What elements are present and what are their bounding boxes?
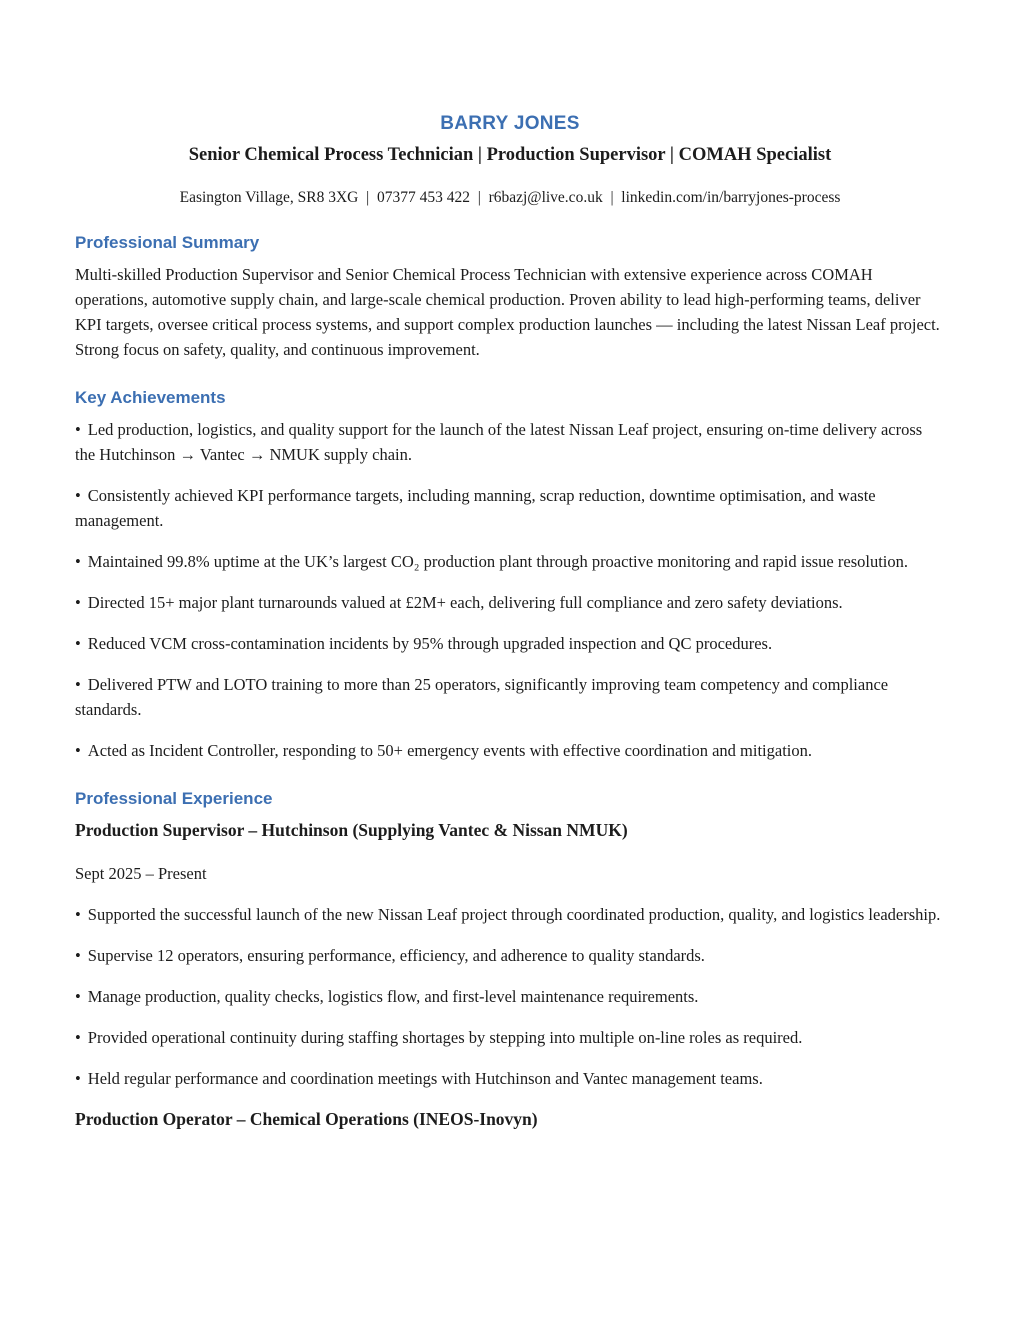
achievements-heading: Key Achievements [75, 388, 226, 407]
achievement-item [75, 483, 945, 533]
bullet-icon: • [75, 552, 81, 571]
job-title: Production Operator – Chemical Operations (INEOS-Inovyn) [75, 1109, 538, 1129]
job-dates: Sept 2025 – Present [75, 864, 207, 883]
job-bullet-item [75, 1025, 945, 1050]
achievement-text: Consistently achieved KPI performance targets, including manning, scrap reduction, downtime optimisation, and waste management. [75, 486, 876, 530]
bullet-icon: • [75, 987, 81, 1006]
bullet-icon: • [75, 1069, 81, 1088]
bullet-icon: • [75, 1028, 81, 1047]
job-title: Production Supervisor – Hutchinson (Supplying Vantec & Nissan NMUK) [75, 820, 628, 840]
bullet-icon: • [75, 675, 81, 694]
achievement-item [75, 549, 945, 574]
achievement-item [75, 631, 945, 656]
bullet-icon: • [75, 420, 81, 439]
summary-text: Multi-skilled Production Supervisor and Senior Chemical Process Technician with extensive experience across COMAH operations, automotive supply chain, and large-scale chemical production. Proven ability to lead high-performing teams, deliver KPI targets, oversee critical process systems, and support complex production launches — including the latest Nissan Leaf project. Strong focus on safety, quality, and continuous improvement. [75, 265, 940, 359]
achievement-item [75, 417, 945, 467]
experience-heading: Professional Experience [75, 789, 273, 808]
achievement-text: Delivered PTW and LOTO training to more than 25 operators, significantly improving team competency and compliance standards. [75, 675, 889, 719]
job-bullet-item [75, 902, 945, 927]
bullet-icon: • [75, 946, 81, 965]
bullet-icon: • [75, 486, 81, 505]
job-bullet-text: Supported the successful launch of the new Nissan Leaf project through coordinated production, quality, and logistics leadership. [87, 905, 941, 924]
achievements-section [75, 387, 945, 763]
candidate-name: BARRY JONES [440, 113, 580, 134]
job-bullet-text: Held regular performance and coordination meetings with Hutchinson and Vantec management teams. [87, 1069, 763, 1088]
bullet-icon: • [75, 634, 81, 653]
job-bullet-item [75, 984, 945, 1009]
summary-section [75, 232, 945, 362]
achievement-text: Acted as Incident Controller, responding to 50+ emergency events with effective coordination and mitigation. [87, 741, 812, 760]
resume-header [75, 113, 945, 207]
bullet-icon: • [75, 905, 81, 924]
achievement-text: Led production, logistics, and quality support for the launch of the latest Nissan Leaf project, ensuring on-time delivery across the Hutchinson → Vantec → NMUK supply chain. [75, 420, 923, 464]
achievement-text: Reduced VCM cross-contamination incidents by 95% through upgraded inspection and QC procedures. [87, 634, 773, 653]
job-bullet-item [75, 943, 945, 968]
contact-line: Easington Village, SR8 3XG | 07377 453 422 | r6bazj@live.co.uk | linkedin.com/in/barryjones-process [179, 189, 841, 206]
summary-heading: Professional Summary [75, 233, 260, 252]
achievement-text: Maintained 99.8% uptime at the UK’s largest CO₂ production plant through proactive monitoring and rapid issue resolution. [87, 552, 908, 571]
candidate-title: Senior Chemical Process Technician | Production Supervisor | COMAH Specialist [188, 145, 832, 165]
bullet-icon: • [75, 741, 81, 760]
job-bullet-text: Manage production, quality checks, logistics flow, and first-level maintenance requirements. [87, 987, 699, 1006]
job-bullet-item [75, 1066, 945, 1091]
achievement-item [75, 738, 945, 763]
achievement-text: Directed 15+ major plant turnarounds valued at £2M+ each, delivering full compliance and zero safety deviations. [87, 593, 843, 612]
bullet-icon: • [75, 593, 81, 612]
achievement-item [75, 590, 945, 615]
job-bullet-text: Supervise 12 operators, ensuring performance, efficiency, and adherence to quality standards. [87, 946, 705, 965]
achievement-item [75, 672, 945, 722]
experience-section [75, 788, 945, 1131]
job-bullet-text: Provided operational continuity during staffing shortages by stepping into multiple on-line roles as required. [87, 1028, 803, 1047]
